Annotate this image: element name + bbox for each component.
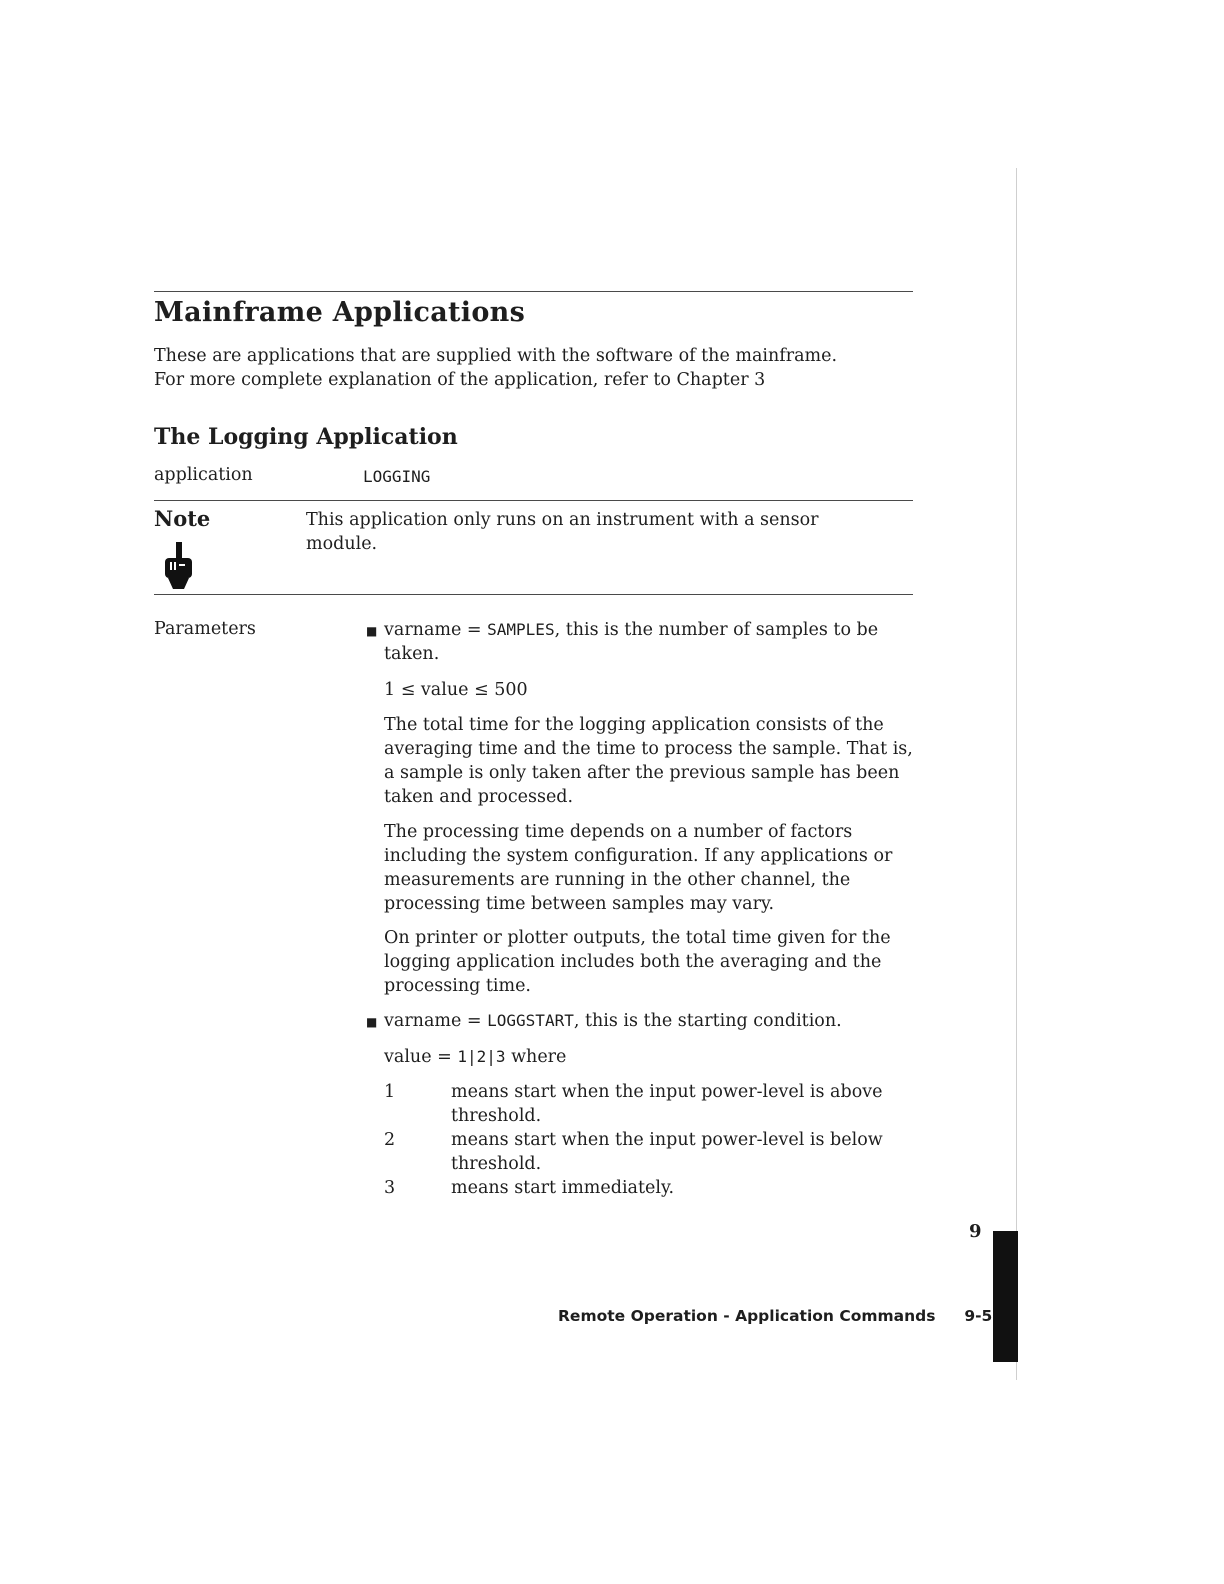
intro-paragraph (154, 344, 837, 392)
chapter-tab-number: 9 (969, 1221, 982, 1242)
hand-pointing-icon (162, 540, 196, 594)
param1-text (384, 618, 914, 666)
option-number: 2 (384, 1130, 396, 1150)
note-bottom-rule (154, 594, 913, 595)
footer-page-number: 9-5 (964, 1307, 993, 1325)
param1-paragraph-3: On printer or plotter outputs, the total time given for the logging application includes both the averaging and the processing time. (384, 928, 891, 996)
param2-code: LOGGSTART (487, 1011, 574, 1030)
note-text: This application only runs on an instrument with a sensor module. (306, 510, 819, 554)
param2-value-prefix: value = (384, 1047, 458, 1067)
note-top-rule (154, 500, 913, 501)
param2-suffix: , this is the starting condition. (573, 1011, 842, 1031)
bullet-icon: ■ (366, 1015, 378, 1029)
param1-prefix: varname = (384, 620, 488, 640)
page-footer (558, 1307, 992, 1325)
param1-range: 1 ≤ value ≤ 500 (384, 680, 528, 700)
param2-prefix: varname = (384, 1011, 488, 1031)
param1-code: SAMPLES (487, 620, 555, 639)
intro-line-1: These are applications that are supplied with the software of the mainframe. (154, 346, 838, 366)
application-value: LOGGING (363, 467, 431, 486)
param1-paragraph-1: The total time for the logging application consists of the averaging time and the time to process the sample. That is, a sample is only taken after the previous sample has been taken and processed. (384, 715, 913, 807)
parameters-label: Parameters (154, 619, 256, 639)
subsection-title: The Logging Application (154, 424, 458, 450)
param2-value (384, 1045, 914, 1069)
page-edge-line (1016, 168, 1017, 1380)
option-number: 1 (384, 1082, 396, 1102)
param2-value-code: 1|2|3 (457, 1047, 506, 1066)
intro-line-2: For more complete explanation of the application, refer to Chapter 3 (154, 370, 766, 390)
chapter-tab-bar (993, 1231, 1018, 1362)
bullet-icon: ■ (366, 624, 378, 638)
option-number: 3 (384, 1178, 396, 1198)
option-text: means start when the input power-level is below threshold. (451, 1130, 883, 1174)
param2-value-suffix: where (505, 1047, 567, 1067)
section-top-rule (154, 291, 913, 292)
param1-paragraph-2: The processing time depends on a number of factors including the system configuration. If any applications or measurements are running in the other channel, the processing time between samples may vary. (384, 822, 893, 914)
param2-text (384, 1009, 914, 1033)
option-text: means start when the input power-level is above threshold. (451, 1082, 883, 1126)
option-text: means start immediately. (451, 1178, 675, 1198)
note-title: Note (154, 506, 211, 531)
application-label: application (154, 465, 253, 485)
param1-suffix: , this is the number of samples to be taken. (384, 620, 879, 664)
section-title: Mainframe Applications (154, 297, 526, 328)
footer-title: Remote Operation - Application Commands (558, 1307, 936, 1325)
